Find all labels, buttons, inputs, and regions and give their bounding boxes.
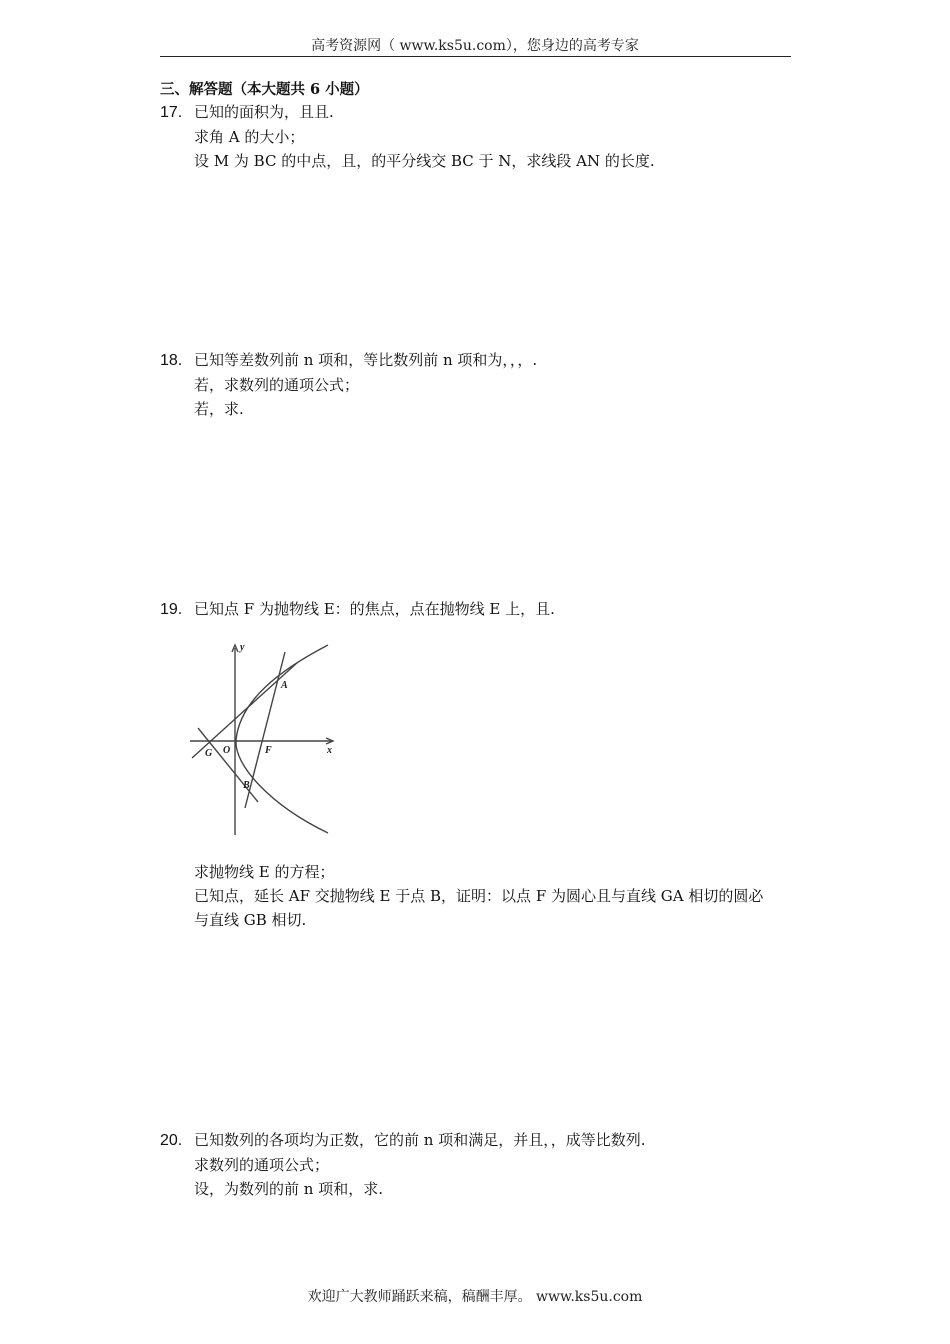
question-line: 设 M 为 BC 的中点，且，的平分线交 BC 于 N，求线段 AN 的长度. bbox=[194, 152, 655, 170]
question-19 bbox=[160, 597, 800, 622]
line-ga bbox=[192, 662, 298, 758]
question-line: 若，求. bbox=[194, 400, 244, 418]
question-line: 若，求数列的通项公式； bbox=[194, 376, 360, 394]
question-line: 已知等差数列前 n 项和，等比数列前 n 项和为，，，. bbox=[194, 351, 538, 369]
parabola-curve bbox=[236, 645, 328, 833]
question-line: 已知点，延长 AF 交抛物线 E 于点 B，证明：以点 F 为圆心且与直线 GA 相切的圆必 bbox=[194, 887, 764, 905]
question-18 bbox=[160, 348, 800, 421]
question-19-parts bbox=[160, 860, 800, 932]
question-line: 设，为数列的前 n 项和，求. bbox=[194, 1180, 383, 1198]
line-ab bbox=[245, 652, 285, 808]
question-line: 求数列的通项公式； bbox=[194, 1156, 330, 1174]
label-y: y bbox=[240, 642, 245, 653]
question-line: 已知的面积为，且且. bbox=[194, 103, 334, 121]
question-number: 19. bbox=[160, 601, 183, 618]
question-line: 与直线 GB 相切. bbox=[194, 911, 307, 929]
page-header: 高考资源网（ www.ks5u.com），您身边的高考专家 bbox=[311, 38, 639, 54]
question-20 bbox=[160, 1128, 800, 1201]
question-line: 已知数列的各项均为正数，它的前 n 项和满足，并且，，成等比数列. bbox=[194, 1131, 646, 1149]
question-17 bbox=[160, 100, 800, 173]
label-b: B bbox=[243, 780, 250, 791]
question-line: 求抛物线 E 的方程； bbox=[194, 863, 335, 881]
label-o: O bbox=[223, 745, 231, 756]
label-x: x bbox=[327, 745, 332, 756]
question-number: 17. bbox=[160, 104, 183, 121]
section-title: 三、解答题（本大题共 6 小题） bbox=[160, 81, 369, 98]
label-f: F bbox=[265, 745, 272, 756]
parabola-figure bbox=[190, 640, 335, 835]
label-g: G bbox=[205, 748, 213, 759]
question-number: 18. bbox=[160, 352, 183, 369]
page-footer: 欢迎广大教师踊跃来稿，稿酬丰厚。 www.ks5u.com bbox=[307, 1289, 643, 1305]
question-number: 20. bbox=[160, 1132, 183, 1149]
question-line: 求角 A 的大小； bbox=[194, 128, 305, 146]
label-a: A bbox=[281, 680, 288, 691]
header-rule bbox=[160, 56, 791, 57]
question-line: 已知点 F 为抛物线 E：的焦点，点在抛物线 E 上，且. bbox=[194, 600, 555, 618]
